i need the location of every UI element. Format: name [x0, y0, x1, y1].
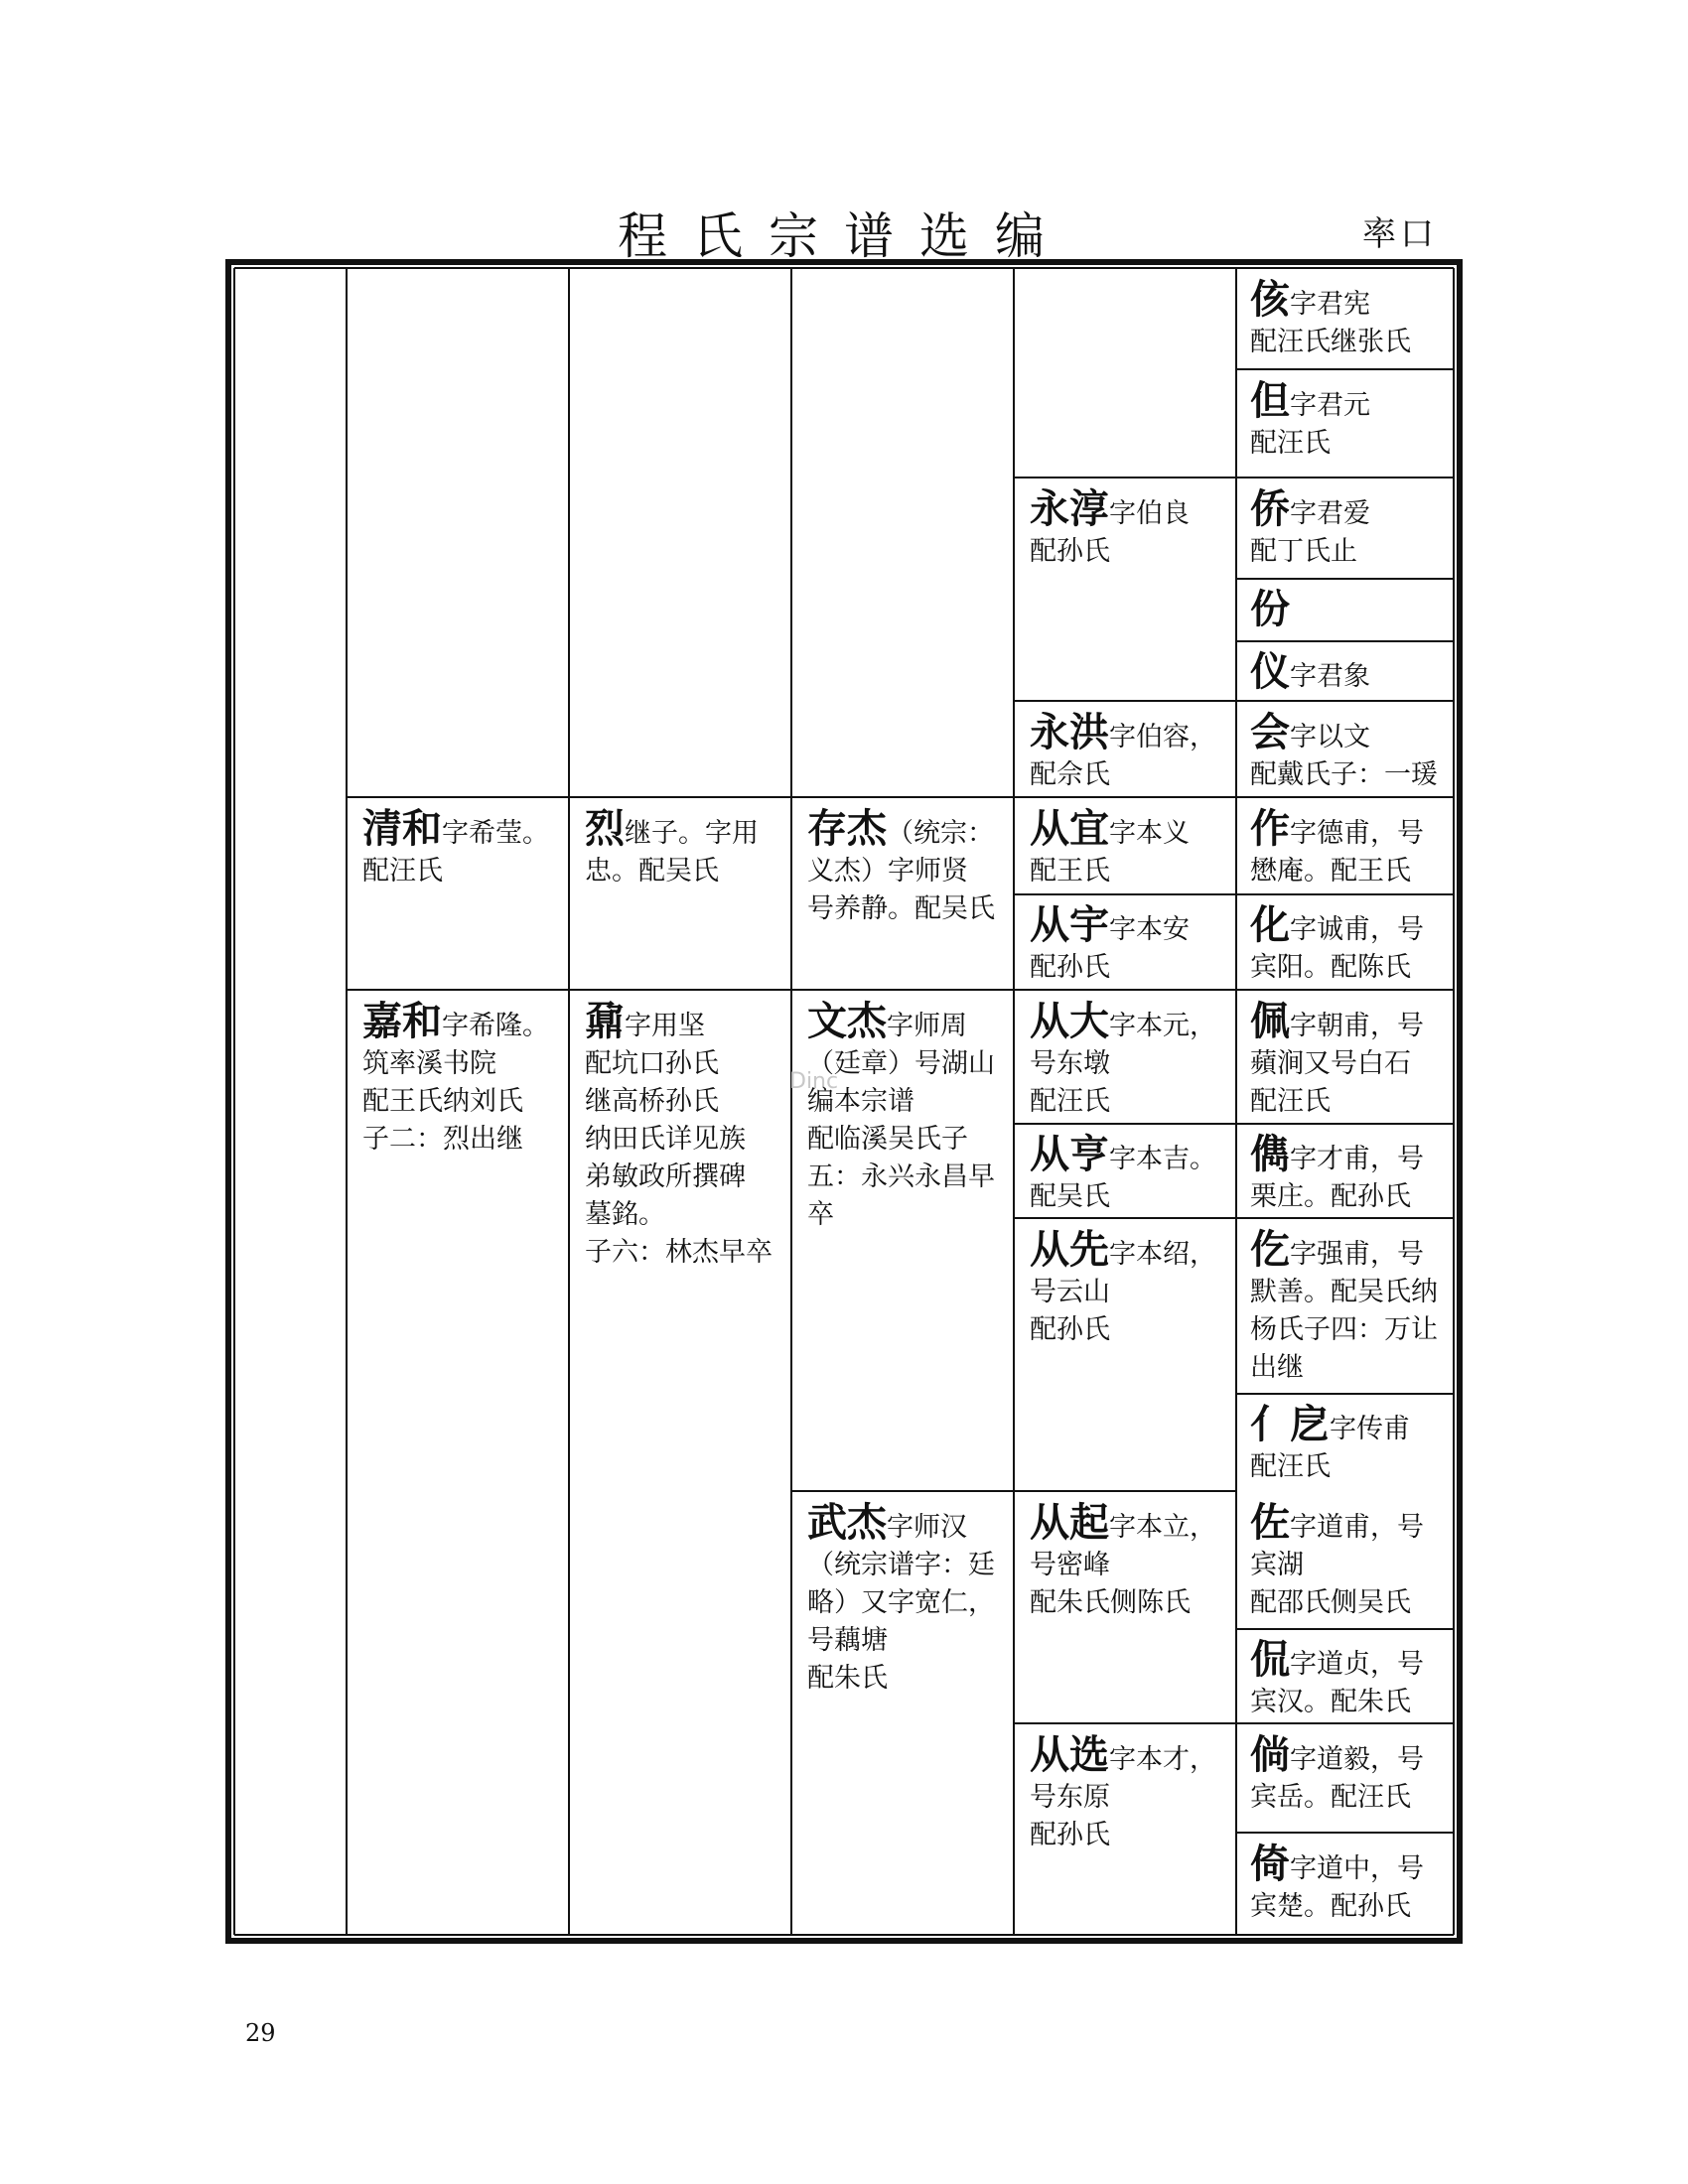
entry-fen [1250, 588, 1290, 633]
entry-line: 配吴氏 [1030, 1181, 1110, 1212]
entry-line: 字伯良 [1109, 498, 1190, 529]
entry-line: 懋庵。配王氏 [1250, 856, 1411, 887]
entry-line: 字道毅，号 [1290, 1744, 1424, 1775]
entry-name: 从起 [1030, 1500, 1109, 1546]
entry-line: 编本宗谱 [807, 1086, 914, 1117]
entry-gai [1250, 278, 1411, 361]
entry-line: 号藕塘 [807, 1625, 888, 1656]
entry-line: 字诚甫，号 [1290, 914, 1424, 945]
entry-line: 配汪氏继张氏 [1250, 327, 1411, 357]
entry-wujie [807, 1501, 995, 1698]
entry-qiao [1250, 487, 1370, 571]
entry-line: 字师周 [887, 1011, 967, 1041]
entry-line: 配王氏纳刘氏 [362, 1086, 523, 1117]
entry-line: 字以文 [1290, 722, 1370, 752]
entry-name: 侅 [1250, 277, 1290, 323]
entry-line: 字本安 [1109, 914, 1190, 945]
entry-line: 筑率溪书院 [362, 1048, 496, 1079]
entry-line: 字道甫，号 [1290, 1512, 1424, 1543]
entry-line: 配汪氏 [1030, 1086, 1110, 1117]
entry-line: 配汪氏 [362, 856, 443, 887]
entry-name: 从宇 [1030, 902, 1109, 948]
entry-jiahe [362, 1000, 549, 1159]
entry-line: 字本才， [1109, 1744, 1216, 1775]
entry-line: 出继 [1250, 1352, 1304, 1383]
entry-yongchun [1030, 487, 1190, 571]
entry-line: 字本立， [1109, 1512, 1216, 1543]
entry-name: 侨 [1250, 486, 1290, 532]
entry-line: 字希隆。 [442, 1011, 549, 1041]
entry-line: 配邵氏侧吴氏 [1250, 1587, 1411, 1618]
entry-line: 宾岳。配汪氏 [1250, 1782, 1411, 1813]
entry-yonghong [1030, 711, 1216, 794]
entry-name: 永洪 [1030, 710, 1109, 755]
entry-line: 宾汉。配朱氏 [1250, 1687, 1411, 1717]
entry-line: 字强甫，号 [1290, 1239, 1424, 1270]
page-number: 29 [245, 2019, 276, 2047]
entry-line: 配丁氏止 [1250, 536, 1357, 567]
entry-line: 配朱氏侧陈氏 [1030, 1587, 1191, 1618]
entry-yi2 [1250, 1228, 1438, 1387]
entry-line: 字道贞，号 [1290, 1649, 1424, 1680]
entry-line: 字用坚 [625, 1011, 705, 1041]
entry-hui [1250, 711, 1438, 794]
entry-line: 配孙氏 [1030, 536, 1110, 567]
entry-line: 字道中，号 [1290, 1853, 1424, 1884]
entry-line: 配戴氏子：一瑗 [1250, 759, 1438, 790]
entry-congda [1030, 1000, 1216, 1121]
entry-line: 配汪氏 [1250, 1451, 1331, 1482]
entry-name: 从亨 [1030, 1132, 1109, 1177]
entry-line: 配朱氏 [807, 1663, 888, 1694]
entry-congxuan [1030, 1733, 1216, 1854]
entry-line: 义杰）字师贤 [807, 856, 968, 887]
entry-name: 亻戹 [1250, 1402, 1330, 1447]
entry-line: 子二：烈出继 [362, 1124, 523, 1155]
entry-zuo2 [1250, 1501, 1424, 1622]
entry-hua [1250, 903, 1424, 987]
entry-line: （统宗： [887, 818, 994, 849]
entry-name: 儁 [1250, 1132, 1290, 1177]
entry-line: 默善。配吴氏纳 [1250, 1277, 1438, 1307]
entry-jun [1250, 1133, 1424, 1216]
entry-name: 嘉和 [362, 999, 442, 1044]
entry-line: 略）又字宽仁， [807, 1587, 995, 1618]
entry-line: 号密峰 [1030, 1550, 1110, 1580]
entry-yi [1250, 650, 1370, 696]
entry-line: 继高桥孙氏 [585, 1086, 719, 1117]
entry-congxian [1030, 1228, 1216, 1349]
entry-congyi [1030, 807, 1190, 890]
entry-line: 字希莹。 [442, 818, 549, 849]
entry-line: （廷章）号湖山 [807, 1048, 995, 1079]
entry-dan [1250, 379, 1370, 463]
entry-line: 配佘氏 [1030, 759, 1110, 790]
entry-name: 存杰 [807, 806, 887, 852]
entry-line: 字君元 [1290, 390, 1370, 421]
entry-line: 忠。配吴氏 [585, 856, 719, 887]
entry-line: 号东墩 [1030, 1048, 1110, 1079]
entry-name: 仪 [1250, 649, 1290, 695]
entry-line: 配孙氏 [1030, 1314, 1110, 1345]
entry-name: 烈 [585, 806, 625, 852]
entry-name: 份 [1250, 587, 1290, 632]
entry-congheng [1030, 1133, 1216, 1216]
entry-congyu [1030, 903, 1190, 987]
entry-name: 作 [1250, 806, 1290, 852]
entry-name: 文杰 [807, 999, 887, 1044]
entry-name: 武杰 [807, 1500, 887, 1546]
entry-line: 宾湖 [1250, 1550, 1304, 1580]
entry-name: 侃 [1250, 1637, 1290, 1683]
entry-line: 卒 [807, 1199, 834, 1230]
entry-name: 从大 [1030, 999, 1109, 1044]
entry-line: 字才甫，号 [1290, 1144, 1424, 1174]
entry-name: 佩 [1250, 999, 1290, 1044]
entry-name: 清和 [362, 806, 442, 852]
entry-tang [1250, 1733, 1424, 1817]
entry-line: 字君象 [1290, 661, 1370, 692]
entry-line: 五：永兴永昌早 [807, 1161, 995, 1192]
entry-line: 配汪氏 [1250, 428, 1331, 459]
entry-pei [1250, 1000, 1424, 1121]
entry-line: 字德甫，号 [1290, 818, 1424, 849]
entry-line: 栗庄。配孙氏 [1250, 1181, 1411, 1212]
entry-yi3 [1250, 1843, 1424, 1926]
entry-line: 配汪氏 [1250, 1086, 1331, 1117]
entry-line: （统宗谱字：廷 [807, 1550, 995, 1580]
entry-line: 纳田氏详见族 [585, 1124, 746, 1155]
entry-line: 配孙氏 [1030, 1820, 1110, 1850]
entry-line: 号东原 [1030, 1782, 1110, 1813]
entry-ding [585, 1000, 773, 1272]
entry-line: 字伯容， [1109, 722, 1216, 752]
entry-line: 弟敏政所撰碑 [585, 1161, 746, 1192]
entry-line: 配孙氏 [1030, 952, 1110, 983]
entry-line: 蘋涧又号白石 [1250, 1048, 1411, 1079]
entry-line: 配临溪吴氏子 [807, 1124, 968, 1155]
entry-line: 字师汉 [887, 1512, 967, 1543]
entry-line: 字君宪 [1290, 289, 1370, 320]
entry-name: 化 [1250, 902, 1290, 948]
entry-lie [585, 807, 759, 890]
entry-line: 配王氏 [1030, 856, 1110, 887]
entry-name: 从宜 [1030, 806, 1109, 852]
entry-name: 倚 [1250, 1842, 1290, 1887]
entry-name: 仡 [1250, 1227, 1290, 1273]
entry-line: 继子。字用 [625, 818, 759, 849]
entry-qinghe [362, 807, 549, 890]
page-title: 程氏宗谱选编 [618, 207, 1070, 265]
entry-wenjie [807, 1000, 995, 1234]
entry-line: 号云山 [1030, 1277, 1110, 1307]
entry-line: 墓銘。 [585, 1199, 665, 1230]
entry-zuo [1250, 807, 1424, 890]
entry-line: 字君爱 [1290, 498, 1370, 529]
entry-line: 字本元， [1109, 1011, 1216, 1041]
entry-kan [1250, 1638, 1424, 1721]
entry-name: 会 [1250, 710, 1290, 755]
entry-name: 倘 [1250, 1732, 1290, 1778]
entry-line: 字本义 [1109, 818, 1190, 849]
entry-name: 从先 [1030, 1227, 1109, 1273]
entry-name: 从选 [1030, 1732, 1109, 1778]
entry-name: 但 [1250, 378, 1290, 424]
page-subtitle: 率口 [1362, 214, 1438, 254]
entry-line: 子六：林杰早卒 [585, 1237, 773, 1268]
entry-line: 号养静。配吴氏 [807, 893, 995, 924]
entry-line: 字本吉。 [1109, 1144, 1216, 1174]
entry-name: 鼐 [585, 999, 625, 1044]
entry-line: 宾楚。配孙氏 [1250, 1891, 1411, 1922]
entry-line: 字本绍， [1109, 1239, 1216, 1270]
entry-name: 永淳 [1030, 486, 1109, 532]
entry-line: 字传甫 [1330, 1414, 1410, 1444]
entry-congqi [1030, 1501, 1216, 1622]
entry-e [1250, 1403, 1410, 1486]
entry-line: 杨氏子四：万让 [1250, 1314, 1438, 1345]
watermark: Dinc [789, 1069, 839, 1094]
entry-line: 字朝甫，号 [1290, 1011, 1424, 1041]
entry-line: 宾阳。配陈氏 [1250, 952, 1411, 983]
entry-name: 佐 [1250, 1500, 1290, 1546]
entry-line: 配坑口孙氏 [585, 1048, 719, 1079]
entry-cunjie [807, 807, 995, 928]
